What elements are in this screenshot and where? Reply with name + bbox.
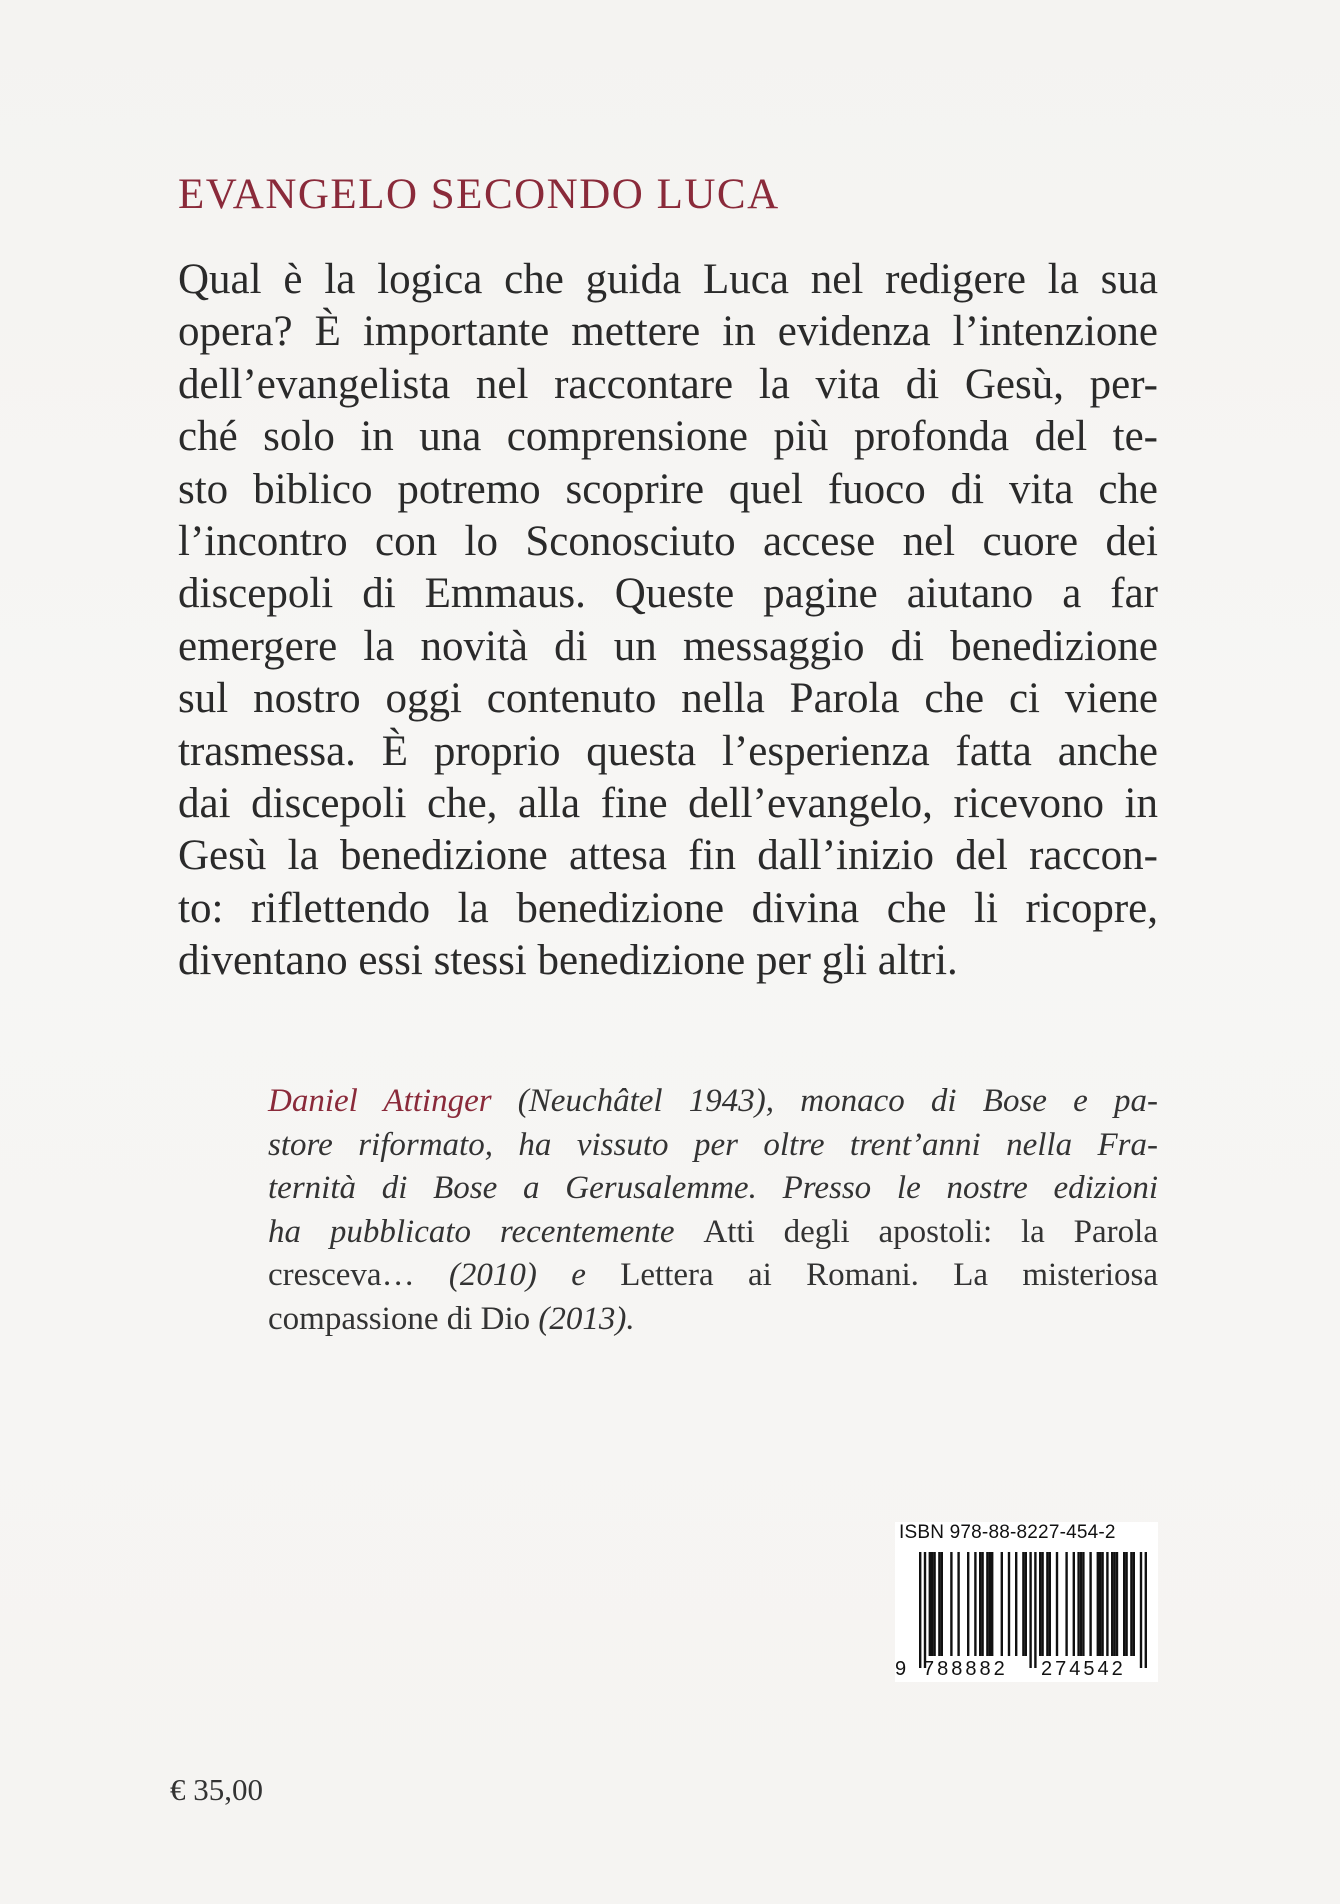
barcode-bar — [1082, 1552, 1084, 1656]
blurb-line: opera? È importante mettere in evidenza l’intenzione — [178, 308, 1158, 356]
barcode-bar — [1046, 1552, 1048, 1656]
barcode-bar — [1125, 1552, 1127, 1656]
barcode-bar — [1080, 1552, 1082, 1656]
blurb-line: Gesù la benedizione attesa fin dall’inizio del raccon- — [178, 832, 1158, 880]
barcode-bar — [981, 1552, 983, 1656]
bio-line-5: cresceva… (2010) e Lettera ai Romani. La misteriosa — [268, 1257, 1158, 1293]
blurb-line: dell’evangelista nel raccontare la vita di Gesù, per- — [178, 360, 1158, 408]
price-label: € 35,00 — [170, 1772, 263, 1807]
barcode-bar — [979, 1552, 981, 1656]
author-bio — [268, 1080, 1158, 1341]
isbn-label: ISBN 978-88-8227-454-2 — [899, 1522, 1116, 1543]
blurb-line: ché solo in una comprensione più profonda del te- — [178, 413, 1158, 461]
barcode-bar — [1001, 1552, 1003, 1656]
blurb-text — [178, 254, 1158, 988]
bio-line-1: Daniel Attinger (Neuchâtel 1943), monaco di Bose e pa- — [268, 1083, 1159, 1119]
barcode-bar — [1099, 1552, 1101, 1656]
blurb-line: discepoli di Emmaus. Queste pagine aiutano a far — [178, 570, 1158, 618]
barcode-bar — [991, 1552, 993, 1656]
barcode-bar — [1077, 1552, 1079, 1656]
barcode-bar — [929, 1552, 931, 1656]
barcode-bar — [1049, 1552, 1051, 1656]
blurb-line: l’incontro con lo Sconosciuto accese nel cuore dei — [178, 518, 1158, 566]
barcode-digit-first: 9 — [895, 1658, 907, 1680]
barcode-bar — [933, 1552, 935, 1656]
blurb-line: to: riflettendo la benedizione divina che li ricopre, — [178, 884, 1158, 932]
barcode-bar — [967, 1552, 969, 1656]
barcode-bar — [1015, 1552, 1017, 1656]
barcode-bar — [1041, 1552, 1043, 1656]
barcode-bar — [1106, 1552, 1108, 1656]
book-title-ref: compassione di Dio — [268, 1300, 531, 1337]
bio-line-3: ternità di Bose a Gerusalemme. Presso le nostre edizioni — [268, 1170, 1158, 1206]
barcode-bar — [1123, 1552, 1125, 1656]
bio-line-2: store riformato, ha vissuto per oltre trent’anni nella Fra- — [268, 1126, 1158, 1163]
barcode-bar — [938, 1552, 940, 1656]
barcode-bar — [1116, 1552, 1118, 1656]
author-name: Daniel Attinger — [268, 1083, 492, 1119]
book-title-ref: Atti degli apostoli: la Parola — [703, 1213, 1158, 1250]
barcode-digit-group-1: 788882 — [923, 1658, 1008, 1680]
book-title-ref: Lettera ai Romani. La misteriosa — [620, 1257, 1158, 1293]
barcode-bar — [1133, 1552, 1135, 1656]
bio-line-6: compassione di Dio (2013). — [268, 1300, 635, 1337]
barcode-bar — [1039, 1552, 1041, 1656]
book-title-ref: cresceva… — [268, 1257, 415, 1293]
barcode-digit-group-2: 274542 — [1041, 1658, 1126, 1680]
barcode-bar — [941, 1552, 943, 1656]
barcode-bar — [1008, 1552, 1010, 1656]
barcode-bar — [957, 1552, 959, 1656]
barcode-bar — [1097, 1552, 1099, 1656]
barcode-bar — [986, 1552, 988, 1656]
blurb-line: sul nostro oggi contenuto nella Parola che ci viene — [178, 675, 1158, 723]
barcode-bar — [1140, 1552, 1142, 1668]
barcode-bar — [974, 1552, 976, 1656]
blurb-line: Qual è la logica che guida Luca nel redigere la sua — [178, 256, 1158, 303]
blurb-line: dai discepoli che, alla fine dell’evangelo, ricevono in — [178, 780, 1158, 828]
barcode-bar — [1111, 1552, 1113, 1656]
barcode-bar — [989, 1552, 991, 1656]
blurb-line: trasmessa. È proprio questa l’esperienza fatta anche — [178, 727, 1158, 775]
barcode-bar — [1145, 1552, 1147, 1668]
barcode-bar — [931, 1552, 933, 1656]
barcode-bar — [1029, 1552, 1031, 1668]
barcode-bar — [1130, 1552, 1132, 1656]
barcode-bar — [1022, 1552, 1024, 1656]
blurb-line: sto biblico potremo scoprire quel fuoco di vita che — [178, 465, 1158, 513]
barcode-bar — [950, 1552, 952, 1656]
barcode-bar — [1089, 1552, 1091, 1656]
isbn-barcode — [895, 1522, 1158, 1682]
book-title-heading: EVANGELO SECONDO LUCA — [178, 171, 780, 218]
barcode-bar — [1113, 1552, 1115, 1656]
barcode-bar — [1073, 1552, 1075, 1656]
barcode-bar — [919, 1552, 921, 1668]
barcode-bar — [1101, 1552, 1103, 1656]
bio-line-4: ha pubblicato recentemente Atti degli apostoli: la Parola — [268, 1213, 1158, 1250]
barcode-bar — [1065, 1552, 1067, 1656]
barcode-bar — [924, 1552, 926, 1668]
barcode-bar — [1025, 1552, 1027, 1656]
blurb-line: emergere la novità di un messaggio di benedizione — [178, 622, 1158, 670]
barcode-bar — [1034, 1552, 1036, 1668]
barcode-bar — [1056, 1552, 1058, 1656]
blurb-line: diventano essi stessi benedizione per gli altri. — [178, 937, 958, 985]
